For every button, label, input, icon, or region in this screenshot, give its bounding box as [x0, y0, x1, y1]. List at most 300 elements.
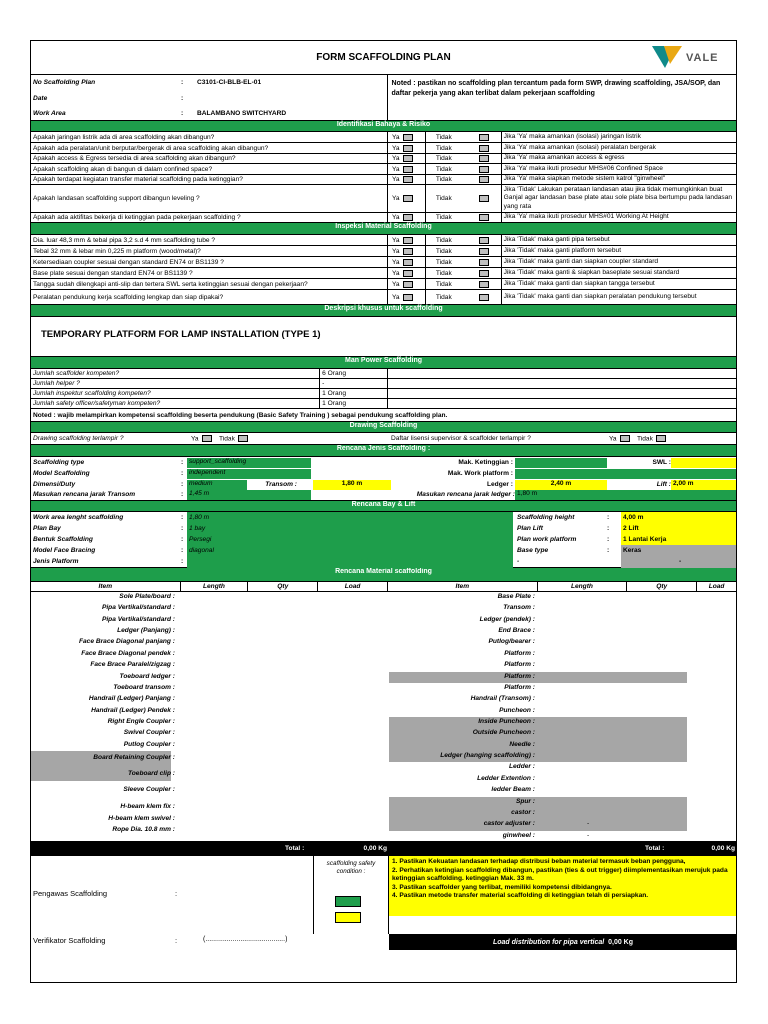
description-section-title: Deskripsi khusus untuk scaffolding — [31, 305, 736, 317]
manpower-blank — [388, 399, 736, 408]
baylift-green-area — [187, 512, 513, 568]
checkbox-icon[interactable] — [479, 145, 489, 152]
inspection-question: Ketersediaan coupler sesuai dengan standard EN74 or BS1139 ? — [31, 257, 388, 267]
baylift-label: Work area lenght scaffolding — [33, 514, 124, 521]
baylift-label: Bentuk Scaffolding — [33, 536, 93, 543]
inspection-question: Base plate sesuai dengan standard EN74 or BS1139 ? — [31, 268, 388, 278]
jarak-ledger-value[interactable]: 1,80 m — [515, 490, 737, 500]
no-label: Tidak — [435, 280, 452, 288]
maks-wp-value[interactable] — [515, 469, 737, 479]
ledger-value[interactable]: 2,40 m — [515, 480, 607, 490]
dim-label: Dimensi/Duty — [33, 481, 76, 488]
hazard-yes[interactable] — [388, 213, 426, 222]
form-title: FORM SCAFFOLDING PLAN — [316, 52, 451, 63]
baylift-value[interactable]: 4,00 m — [623, 514, 644, 521]
colon: : — [607, 514, 610, 521]
inspection-no[interactable] — [426, 235, 502, 245]
manpower-blank — [388, 389, 736, 398]
hazard-action: Jika 'Ya' maka siapkan metode sistem katrol "ginwheel" — [503, 175, 666, 183]
material-section-title: Rencana Material scaffolding — [31, 568, 736, 582]
hazard-question: Apakah scaffolding akan di bangun di dalam confined space? — [31, 164, 388, 174]
manpower-note-row — [31, 409, 736, 422]
checkbox-icon[interactable] — [403, 214, 413, 221]
load-distribution-bar — [389, 934, 737, 950]
no-label: Tidak — [435, 269, 452, 277]
material-item-right: Needle : — [509, 740, 535, 748]
hazard-no[interactable] — [426, 143, 502, 153]
colon: : — [607, 547, 610, 554]
material-item-right: Ledder Extention : — [477, 774, 535, 782]
material-item-right: ledder Beam : — [491, 786, 535, 794]
yes-label: Ya — [391, 269, 400, 277]
inspection-yes[interactable] — [388, 257, 426, 267]
baylift-value[interactable]: - — [679, 558, 682, 565]
info-row — [31, 106, 387, 120]
inspection-row — [31, 279, 736, 290]
material-item-left: Rope Dia. 10.8 mm : — [112, 825, 175, 833]
yes-label: Ya — [391, 155, 400, 162]
maks-value[interactable] — [515, 458, 607, 468]
checkbox-icon[interactable] — [479, 237, 489, 244]
colon: : — [181, 470, 184, 477]
material-item-left: Board Retaining Coupler : — [93, 754, 175, 762]
checkbox-icon[interactable] — [403, 176, 413, 183]
checkbox-icon[interactable] — [479, 214, 489, 221]
checkbox-icon[interactable] — [403, 281, 413, 288]
checkbox-icon[interactable] — [479, 155, 489, 162]
no-label: Tidak — [435, 214, 452, 221]
yes-label: Ya — [391, 144, 400, 152]
no-label: Tidak — [435, 144, 452, 152]
checkbox-icon[interactable] — [403, 195, 413, 202]
scaffolding-plan-number[interactable]: C3101-CI-BLB-EL-01 — [197, 79, 262, 86]
safety-condition-box — [313, 856, 389, 934]
material-item-right: castor adjuster : — [483, 820, 535, 828]
material-item-left: Face Brace Diagonal panjang : — [78, 638, 175, 646]
no-label: Tidak — [435, 155, 452, 162]
inspection-row — [31, 257, 736, 268]
material-item-left: Handrail (Ledger) Panjang : — [88, 695, 175, 703]
material-header-cell: Load — [708, 583, 725, 590]
checkbox-icon[interactable] — [620, 435, 630, 442]
info-colon: : — [181, 94, 184, 102]
manpower-section-title: Man Power Scaffolding — [31, 357, 736, 369]
inspection-no[interactable] — [426, 290, 502, 304]
hazard-no[interactable] — [426, 213, 502, 222]
ledger-label: Ledger : — [486, 481, 513, 488]
inspection-row — [31, 290, 736, 305]
hazard-action: Jika 'Ya' maka amankan (isolasi) peralatan bergerak — [503, 143, 656, 151]
inspection-action: Jika 'Tidak' maka ganti platform tersebut — [503, 246, 622, 254]
checkbox-icon[interactable] — [403, 237, 413, 244]
hazard-yes[interactable] — [388, 164, 426, 174]
license-question: Daftar lisensi supervisor & scaffolder terlampir ? — [391, 435, 531, 442]
material-item-right: Base Plate : — [497, 593, 535, 600]
inspection-row — [31, 268, 736, 279]
total-row — [31, 842, 736, 856]
no-label: Tidak — [435, 258, 452, 266]
info-note: Noted : pastikan no scaffolding plan tercantum pada form SWP, drawing scaffolding, JSA/SOP, dan daftar pekerja yang akan terlibat dalam pekerjaan scaffolding — [391, 80, 721, 98]
material-item-left: Sleeve Coupler : — [123, 786, 175, 794]
manpower-row — [31, 389, 736, 399]
vale-logo — [650, 44, 734, 72]
swl-value[interactable] — [671, 458, 737, 468]
no-label: Tidak — [435, 236, 452, 244]
yes-label: Ya — [391, 214, 400, 221]
yes-label: Ya — [391, 293, 400, 301]
material-item-left: Handrail (Ledger) Pendek : — [91, 706, 175, 714]
jenis-block — [31, 457, 736, 501]
material-block — [31, 592, 736, 842]
manpower-note: Noted : wajib melampirkan kompetensi scaffolding beserta pendukung (Basic Safety Training ) sebagai pendukung scaffolding plan. — [33, 411, 448, 419]
info-label: Work Area — [33, 109, 66, 117]
drawing-no[interactable]: Tidak — [219, 435, 248, 442]
yes-label: Ya — [391, 176, 400, 183]
material-item-right: Ledger (hanging scaffolding) : — [440, 752, 535, 760]
inspection-question: Dia. luar 48,3 mm & tebal pipa 3,2 s.d 4 mm scaffolding tube ? — [31, 235, 388, 245]
checkbox-icon[interactable] — [656, 435, 666, 442]
checkbox-icon[interactable] — [479, 281, 489, 288]
drawing-question: Drawing scaffolding terlampir ? — [33, 435, 124, 442]
material-header-cell: Qty — [627, 582, 697, 591]
material-item-right: Outside Puncheon : — [472, 729, 535, 737]
pengawas-label: Pengawas Scaffolding — [33, 889, 108, 898]
total-left-value: 0,00 Kg — [363, 845, 387, 852]
checkbox-icon[interactable] — [403, 270, 413, 277]
baylift-value[interactable]: Keras — [623, 547, 642, 554]
colon: : — [181, 536, 184, 543]
checkbox-icon[interactable] — [403, 155, 413, 162]
load-distribution-value: 0,00 Kg — [608, 938, 634, 946]
info-fields — [31, 75, 388, 120]
baylift-value[interactable]: 1,80 m — [189, 514, 210, 521]
material-item-left: Pipa Vertikal/standard : — [101, 615, 175, 623]
material-item-left: H-beam klem swivel : — [108, 814, 175, 822]
checkbox-icon[interactable] — [479, 259, 489, 266]
material-item-left: Right Engle Coupler : — [107, 718, 175, 725]
hazard-rows — [31, 132, 736, 223]
hazard-yes[interactable] — [388, 185, 426, 212]
baylift-label: Model Face Bracing — [33, 547, 96, 554]
material-item-right: Platform : — [504, 649, 535, 657]
info-label: Date — [33, 94, 48, 102]
license-no[interactable]: Tidak — [637, 435, 666, 442]
colon: : — [181, 459, 184, 466]
baylift-label: Scaffolding height — [517, 514, 575, 521]
inspection-no[interactable] — [426, 246, 502, 256]
inspection-row — [31, 235, 736, 246]
no-label: Tidak — [435, 176, 452, 183]
hazard-action: Jika 'Ya' maka ikuti prosedur MHS#01 Working At Height — [503, 213, 669, 221]
vale-logo-text: VALE — [686, 52, 719, 64]
checkbox-icon[interactable] — [202, 435, 212, 442]
material-item-right: castor : — [511, 808, 535, 816]
drawing-yes[interactable]: Ya — [191, 435, 212, 442]
inspection-question: Tebal 32 mm & lebar min 0,225 m platform (wood/metal)? — [31, 246, 388, 256]
hazard-yes[interactable] — [388, 132, 426, 142]
yes-label: Ya — [391, 133, 400, 141]
material-header-cell: Length — [538, 582, 628, 591]
baylift-label: Base type — [517, 547, 549, 554]
yes-label: Ya — [391, 247, 400, 255]
checkbox-icon[interactable] — [479, 248, 489, 255]
hazard-no[interactable] — [426, 164, 502, 174]
total-label-left: Total : — [285, 845, 305, 852]
material-item-right: Transom : — [503, 604, 535, 612]
checkbox-icon[interactable] — [238, 435, 248, 442]
material-header-cell: Load — [318, 582, 388, 591]
checkbox-icon[interactable] — [403, 259, 413, 266]
material-item-right: Inside Puncheon : — [478, 718, 535, 725]
checkbox-icon[interactable] — [403, 248, 413, 255]
hazard-row — [31, 175, 736, 185]
dim-value[interactable]: medium — [187, 480, 247, 490]
inspection-action: Jika 'Tidak' maka ganti dan siapkan coupler standard — [503, 257, 659, 265]
material-item-right: Platform : — [504, 661, 535, 669]
material-item-right: Handrail (Transom) : — [470, 695, 535, 703]
hazard-row — [31, 132, 736, 143]
manpower-row — [31, 369, 736, 379]
hazard-question: Apakah ada aktifitas bekerja di ketinggian pada pekerjaan scaffolding ? — [31, 213, 388, 222]
hazard-question: Apakah landasan scaffolding support dibangun leveling ? — [31, 185, 388, 212]
hazard-no[interactable] — [426, 185, 502, 212]
inspection-action: Jika 'Tidak' maka ganti pipa tersebut — [503, 235, 610, 243]
material-dash: - — [587, 831, 590, 839]
hazard-question: Apakah ada peralatan/unit berputar/bergerak di area scaffolding akan dibangun? — [31, 143, 388, 153]
inspection-action: Jika 'Tidak' maka ganti dan siapkan tangga tersebut — [503, 279, 655, 287]
baylift-value[interactable]: 1 bay — [189, 525, 206, 532]
inspection-yes[interactable] — [388, 268, 426, 278]
inspection-action: Jika 'Tidak' maka ganti dan siapkan peralatan pendukung tersebut — [503, 292, 697, 300]
baylift-label: Jenis Platform — [33, 558, 79, 565]
model-value[interactable]: independent — [187, 469, 311, 479]
manpower-row — [31, 399, 736, 409]
lift-label: Lift : — [656, 481, 671, 488]
no-label: Tidak — [435, 133, 452, 141]
material-item-right: Putlog/bearer : — [488, 638, 535, 646]
colon: : — [181, 481, 184, 488]
inspection-row — [31, 246, 736, 257]
inspection-no[interactable] — [426, 279, 502, 289]
hazard-question: Apakah terdapat kegiatan transfer material scaffolding pada ketinggian? — [31, 175, 388, 184]
info-row — [31, 75, 387, 90]
material-header-cell: Length — [181, 582, 249, 591]
hazard-action: Jika 'Tidak' Lakukan perataan landasan atau jika tidak memungkinkan buat Ganjal agar landasan base plate atau sole plate bisa bertumpu pada landasan yang rata — [503, 186, 733, 210]
inspection-rows — [31, 235, 736, 305]
signature-line[interactable]: (.........................................) — [203, 936, 288, 943]
footer-block — [31, 856, 736, 950]
material-item-left: Ledger (Panjang) : — [117, 627, 175, 635]
inspection-no[interactable] — [426, 268, 502, 278]
material-item-left: Swivel Coupler : — [123, 729, 175, 737]
title-row — [31, 41, 736, 75]
hazard-row — [31, 213, 736, 223]
license-yes[interactable]: Ya — [609, 435, 630, 442]
transom-label: Transom : — [265, 481, 297, 488]
manpower-value[interactable]: 6 Orang — [320, 369, 388, 378]
inspection-yes[interactable] — [388, 290, 426, 304]
colon: : — [175, 889, 178, 898]
scaffolding-type-value[interactable]: support_scaffolding — [187, 458, 311, 468]
hazard-yes[interactable] — [388, 143, 426, 153]
swl-label: SWL : — [652, 459, 671, 466]
baylift-value[interactable]: diagonal — [189, 547, 214, 554]
drawing-row — [31, 433, 736, 445]
checkbox-icon[interactable] — [479, 134, 489, 141]
verifikator-label: Verifikator Scaffolding — [33, 936, 106, 945]
hazard-no[interactable] — [426, 175, 502, 184]
manpower-blank — [388, 369, 736, 378]
type-label: Scaffolding type — [33, 459, 85, 466]
material-header-cell: Qty — [248, 582, 318, 591]
material-dash: - — [587, 820, 590, 828]
material-item-left: Face Brace Diagonal pendek : — [81, 649, 175, 657]
description-row — [31, 317, 736, 357]
safety-condition-label: scaffolding safety condition : — [326, 860, 376, 875]
checkbox-icon[interactable] — [479, 166, 489, 173]
info-colon: : — [181, 109, 184, 117]
info-colon: : — [181, 79, 184, 86]
maks-label: Mak. Ketinggian : — [458, 459, 513, 466]
checkbox-icon[interactable] — [403, 145, 413, 152]
material-header-cell: Item — [388, 582, 538, 591]
total-label-right: Total : — [645, 845, 665, 852]
checkbox-icon[interactable] — [479, 270, 489, 277]
baylift-value[interactable]: Persegi — [189, 536, 212, 543]
baylift-label: - — [517, 558, 520, 565]
colon: : — [181, 525, 184, 532]
material-item-left: Toeboard transom : — [113, 683, 175, 691]
hazard-action: Jika 'Ya' maka ikuti prosedur MHS#06 Confined Space — [503, 164, 663, 172]
baylift-block — [31, 512, 736, 568]
info-label: No Scaffolding Plan — [33, 79, 96, 86]
manpower-label: Jumlah inspektur scaffolding kompeten? — [31, 389, 320, 398]
hazard-question: Apakah jaringan listrik ada di area scaffolding akan dibangun? — [31, 132, 388, 142]
material-header-row — [31, 582, 736, 592]
material-item-right: Spur : — [515, 797, 535, 805]
inspection-yes[interactable] — [388, 246, 426, 256]
material-item-right: End Brace : — [498, 627, 535, 635]
material-item-left: Face Brace Paralel/zigzag : — [90, 661, 175, 669]
colon: : — [181, 558, 184, 565]
hazard-row — [31, 185, 736, 213]
checkbox-icon[interactable] — [479, 195, 489, 202]
info-block — [31, 75, 736, 121]
manpower-row — [31, 379, 736, 389]
material-item-left: Putlog Coupler : — [123, 740, 175, 748]
material-item-right: Ledder : — [508, 763, 535, 771]
total-right-value: 0,00 Kg — [711, 845, 735, 852]
hazard-no[interactable] — [426, 132, 502, 142]
manpower-label: Jumlah helper ? — [31, 379, 320, 388]
info-row — [31, 90, 387, 106]
yes-label: Ya — [391, 236, 400, 244]
checkbox-icon[interactable] — [403, 166, 413, 173]
material-item-right: Ledger (pendek) : — [479, 615, 535, 623]
material-header-cell: Item — [31, 582, 181, 591]
yes-label: Ya — [391, 280, 400, 288]
material-item-left: Pipa Vertikal/standard : — [101, 604, 175, 612]
no-label: Tidak — [435, 247, 452, 255]
hazard-row — [31, 164, 736, 175]
inspection-action: Jika 'Tidak' maka ganti & siapkan baseplate sesuai standard — [503, 268, 680, 276]
inspection-yes[interactable] — [388, 279, 426, 289]
manpower-label: Jumlah safety officer/safetyman kompeten? — [31, 399, 320, 408]
hazard-action: Jika 'Ya' maka amankan (isolasi) jaringan listrik — [503, 132, 641, 140]
footer-notes: 1. Pastikan Kekuatan landasan terhadap distribusi beban material termasuk beban pengguna, 2. Perhatikan ketingian scaffolding dibangun, pastikan (ties & out trigger) diimplementasikan merujuk pada ketinggian scaffolding. ketinggian Mak. 33 m. 3. Pastikan scaffolder yang terlibat, memiliki kompetensi dibidangnya. 4. Pastikan metode transfer material scaffolding di ketinggian telah di persiapkan. — [389, 856, 737, 916]
yes-label: Ya — [391, 165, 400, 173]
no-label: Tidak — [435, 195, 452, 202]
inspection-no[interactable] — [426, 257, 502, 267]
hazard-row — [31, 154, 736, 164]
no-label: Tidak — [435, 165, 452, 173]
manpower-value[interactable]: 1 Orang — [320, 389, 388, 398]
colon: : — [181, 514, 184, 521]
hazard-question: Apakah access & Egress tersedia di area scaffolding akan dibangun? — [31, 154, 388, 163]
manpower-value[interactable]: - — [320, 379, 388, 388]
material-item-left: H-beam klem fix : — [120, 803, 175, 811]
lift-value[interactable]: 2,00 m — [671, 480, 737, 490]
colon: : — [181, 547, 184, 554]
inspection-yes[interactable] — [388, 235, 426, 245]
colon: : — [607, 525, 610, 532]
manpower-label: Jumlah scaffolder kompeten? — [31, 369, 320, 378]
baylift-section-title: Rencana Bay & Lift — [31, 501, 736, 512]
load-distribution-label: Load distribution for pipa vertical — [492, 938, 605, 946]
hazard-row — [31, 143, 736, 154]
material-item-right: Puncheon : — [499, 706, 535, 714]
model-label: Model Scaffolding — [33, 470, 90, 477]
checkbox-icon[interactable] — [479, 294, 489, 301]
yes-label: Ya — [391, 258, 400, 266]
checkbox-icon[interactable] — [403, 294, 413, 301]
manpower-blank — [388, 379, 736, 388]
jarak-ledger-label: Masukan rencana jarak ledger : — [416, 491, 515, 498]
checkbox-icon[interactable] — [403, 134, 413, 141]
material-item-right: Platform : — [504, 672, 535, 680]
caution-yellow-swatch — [335, 912, 361, 923]
hazard-yes[interactable] — [388, 175, 426, 184]
baylift-label: Plan Bay — [33, 525, 61, 532]
colon: : — [175, 936, 178, 945]
hazard-section-title: Identifikasi Bahaya & Risiko — [31, 121, 736, 132]
jenis-section-title: Rencana Jenis Scaffolding : — [31, 445, 736, 457]
vale-logo-icon — [650, 44, 684, 70]
hazard-yes[interactable] — [388, 154, 426, 163]
manpower-value[interactable]: 1 Orang — [320, 399, 388, 408]
work-area-field[interactable]: BALAMBANO SWITCHYARD — [197, 109, 287, 117]
material-item-left: Toeboard ledger : — [119, 672, 175, 680]
hazard-no[interactable] — [426, 154, 502, 163]
baylift-label: Plan Lift — [517, 525, 544, 532]
inspection-question: Peralatan pendukung kerja scaffolding lengkap dan siap dipakai? — [31, 290, 388, 304]
scaffolding-form — [30, 40, 737, 983]
drawing-section-title: Drawing Scaffolding — [31, 422, 736, 433]
material-item-right: ginwheel : — [502, 831, 535, 839]
material-item-right: Platform : — [504, 683, 535, 691]
jarak-transom-label: Masukan rencana jarak Transom — [33, 491, 136, 498]
inspection-question: Tangga sudah dilengkapi anti-slip dan tertera SWL serta ketinggian sesuai dengan pekerjaan? — [31, 279, 388, 289]
checkbox-icon[interactable] — [479, 176, 489, 183]
yes-label: Ya — [391, 195, 400, 202]
description-text[interactable]: TEMPORARY PLATFORM FOR LAMP INSTALLATION (TYPE 1) — [41, 329, 321, 340]
transom-value[interactable]: 1,80 m — [313, 480, 391, 490]
jarak-transom-value[interactable]: 1,45 m — [187, 490, 311, 500]
safe-green-swatch — [335, 896, 361, 907]
baylift-value[interactable]: 2 Lift — [623, 525, 639, 532]
material-item-left: Sole Plate/board : — [119, 593, 175, 600]
baylift-value[interactable]: 1 Lantai Kerja — [623, 536, 667, 543]
